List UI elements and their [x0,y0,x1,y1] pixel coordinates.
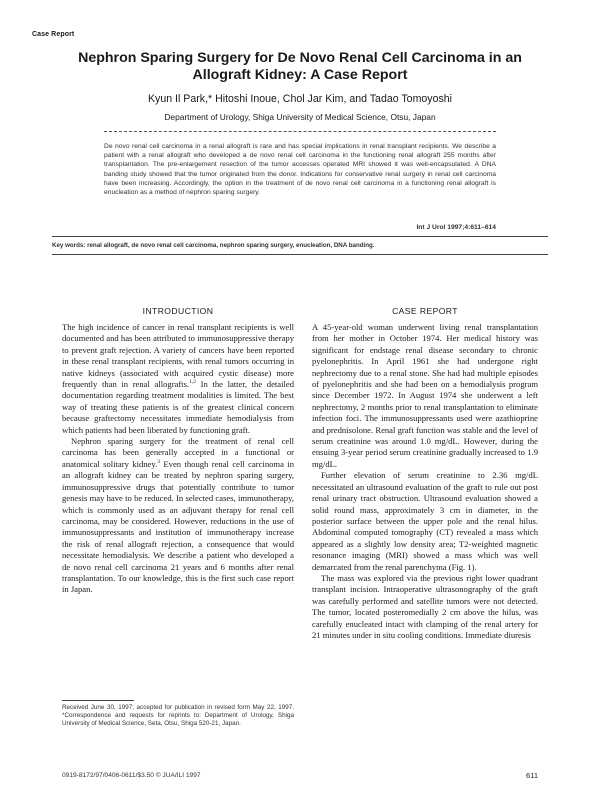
paragraph: The high incidence of cancer in renal transplant recipients is well documented and has been attributed to immunosuppressive therapy to prevent graft rejection. A variety of cancers have been reported in these renal transplant recipients, with renal tumors occurring in native kidneys (associated with acquired cystic disease) more frequently than in renal allografts.$^{1,2}$ In the latter, the detailed documentation regarding treatment modalities is limited. The best way of treating these patients is of the greatest clinical concern because graftectomy necessitates immediate hemodialysis from which patients had been liberated by functioning graft. [62,322,294,435]
abstract: De novo renal cell carcinoma in a renal allograft is rare and has special implications in renal transplant recipients. We describe a patient with a renal allograft who developed a de novo renal cell carcinoma in the functioning renal allograft 255 months after transplantation. The pre-enlargement resection of the tumor accesses operated MRI showed it was well-encapsulated. A DNA banding study showed that the tumor originated from the donor. Indications for conservative renal surgery in renal cell carcinoma have been increasing. Accordingly, the option in the treatment of de novo renal cell carcinoma in a functioning renal allograft is enucleation as a method of nephron sparing surgery. [104,143,496,197]
section-label: Case Report [32,31,75,38]
footnote-rule [62,700,134,701]
paragraph: The mass was explored via the previous right lower quadrant transplant incision. Intraoperative ultrasonography of the graft was carefully performed and satellite tumors were not detected. The tumor, located posteromedially 2 cm above the hilus, was carefully enucleated intact with clamping of the renal artery for 21 minutes under in situ cooling conditions. Immediate diuresis [312,572,538,640]
paragraph: A 45-year-old woman underwent living renal transplantation from her mother in October 1974. Her medical history was significant for endstage renal disease secondary to chronic pyelonephritis. In April 1961 she had undergone right nephrectomy due to a renal stone. She had had multiple episodes of pyelonephritis and she had been on a hemodialysis program since December 1972. In August 1974 she underwent a left nephrectomy, 2 months prior to renal transplantation to eliminate infection foci. The immunosuppressants used were azathioprine and prednisolone. Renal graft function was stable and the level of serum creatinine was around 1.0 mg/dL. However, during the ensuing 3-year period serum creatinine gradually increased to 1.9 mg/dL. [312,322,538,469]
introduction-heading: INTRODUCTION [142,306,214,316]
issn-line: 0919-8172/97/0406-0611/$3.50 © JUA/ILI 1997 [62,772,201,779]
author-list: Kyun Il Park,* Hitoshi Inoue, Chol Jar Kim, and Tadao Tomoyoshi [147,93,453,105]
affiliation: Department of Urology, Shiga University of Medical Science, Otsu, Japan [164,112,436,122]
case-report-heading: CASE REPORT [392,306,458,316]
footnote: Received June 30, 1997; accepted for publication in revised form May 22, 1997. *Correspondence and requests for reprints to: Department of Urology, Shiga University of Medical Science, Seta, Otsu, Shiga 520-21, Japan. [62,704,294,728]
keywords: Key words: renal allograft, de novo renal cell carcinoma, nephron sparing surgery, enucleation, DNA banding. [52,242,375,249]
keywords-top-rule [52,236,548,237]
case-report-body [312,322,538,641]
paragraph: Further elevation of serum creatinine to 2.36 mg/dL necessitated an ultrasound evaluation of the graft to rule out post renal urinary tract obstruction. Ultrasound evaluation showed a solid round mass, approximately 3 cm in diameter, in the posterior surface between the upper pole and the renal hilus. Abdominal computed tomography (CT) revealed a mass which appeared as a slightly low density area; T2-weighted magnetic resonance imaging (MRI) showed a mass which was well demarcated from the renal parenchyma (Fig. 1). [312,470,538,572]
paragraph: Nephron sparing surgery for the treatment of renal cell carcinoma has been generally accepted in a functional or anatomical solitary kidney.$^3$ Even though renal cell carcinoma in an allograft kidney can be treated by nephron sparing surgery, immunosuppressive drugs that potentially contribute to tumor genesis may have to be reduced. In selected cases, immunotherapy, which is commonly used as an adjuvant therapy for renal cell carcinoma, may be considered. However, reductions in the use of immunosuppressants and institution of immunotherapy increase the risk of renal allograft rejection, a consequence that would necessitate hemodialysis. We describe a patient who developed a de novo renal cell carcinoma 21 years and 6 months after renal transplantation. To our knowledge, this is the first such case report in Japan. [62,436,294,595]
page-number: 611 [526,771,538,780]
abstract-top-rule [104,131,496,132]
keywords-bottom-rule [52,254,548,255]
journal-citation: Int J Urol 1997;4:611–614 [416,224,496,231]
introduction-body [62,322,294,596]
article-title: Nephron Sparing Surgery for De Novo Renal Cell Carcinoma in an Allograft Kidney: A Case Report [78,50,522,83]
